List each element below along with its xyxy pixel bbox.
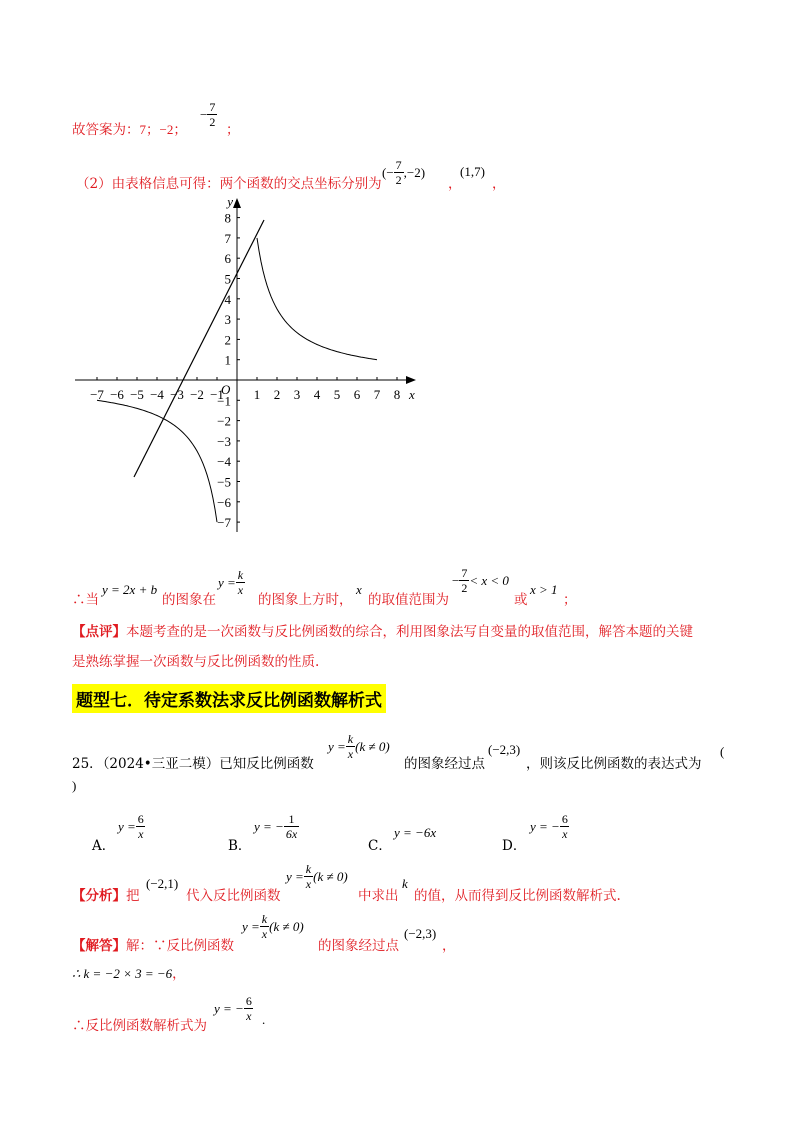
intersection-point-1: (− $\frac{7}{2}$ ,−2) (382, 158, 426, 187)
linear-formula: y = 2x + b (102, 582, 158, 597)
option-c-formula: y = −6x (394, 825, 437, 840)
answer-paren-open: ( (720, 744, 725, 759)
x-axis-arrow-icon (406, 376, 416, 384)
range-2: x > 1 (530, 582, 558, 597)
question-25-line: 25．（2024•三亚二模）已知反比例函数 (72, 756, 314, 772)
x-tick-label: −2 (190, 387, 204, 402)
intersection-line: （2）由表格信息可得：两个函数的交点坐标分别为 (76, 176, 382, 192)
x-tick-label: 1 (253, 387, 261, 402)
x-tick-label: −7 (90, 387, 104, 402)
result-line: ∴反比例函数解析式为 (72, 1018, 207, 1034)
option-d-formula: y = − $\frac{6}{x}$ (530, 812, 568, 841)
x-tick-label: −6 (110, 387, 124, 402)
x-tick-label: −3 (170, 387, 184, 402)
point: (−2,3) (404, 926, 437, 941)
range-1: − $\frac{7}{2}$ < x < 0 (452, 566, 509, 595)
inverse-formula: y = $\frac{k}{x}$ (k ≠ 0) (242, 912, 304, 941)
conclusion-text: 的取值范围为 (368, 592, 449, 608)
calculation-line: ∴ k = −2 × 3 = −6， (72, 966, 186, 982)
intersection-point-2: (1,7) (460, 164, 485, 179)
option-c-label: C． (368, 838, 392, 854)
option-b-formula: y = − $\frac{1}{6x}$ (254, 812, 298, 841)
option-d-label: D． (502, 838, 527, 854)
comma: ， (448, 176, 462, 192)
hyperbola-branch-left (97, 400, 217, 522)
y-tick-label: −2 (217, 413, 231, 429)
conclusion-text: 的图象上方时， (258, 592, 353, 608)
separator: ； (226, 122, 240, 138)
x-tick-label: 4 (313, 387, 321, 402)
x-tick-label: 5 (333, 387, 341, 402)
separator: ， (442, 938, 456, 954)
analysis-text: 的值，从而得到反比例函数解析式. (414, 888, 621, 904)
y-tick-label: 7 (224, 230, 231, 246)
linear-function-line (134, 220, 264, 477)
answer-paren-close: ) (72, 778, 77, 793)
y-tick-label: 5 (224, 271, 231, 287)
x-tick-label: 2 (273, 387, 281, 402)
y-tick-label: 6 (224, 251, 231, 267)
point: (−2,1) (146, 876, 179, 891)
fraction-neg-7-2: − $\frac{7}{2}$ (200, 100, 216, 129)
hyperbola-branch-right (257, 238, 377, 360)
x-axis-label: x (409, 387, 415, 402)
answer-line-1: 故答案为：7；−2； (72, 122, 187, 138)
inverse-formula: y = $\frac{k}{x}$ (218, 568, 244, 597)
variable-x: x (356, 582, 362, 597)
x-tick-label: −4 (150, 387, 164, 402)
y-tick-label: −5 (217, 474, 231, 490)
y-tick-label: −7 (217, 515, 231, 531)
separator: ； (563, 592, 577, 608)
y-tick-label: −3 (217, 433, 231, 449)
section-title: 题型七．待定系数法求反比例函数解析式 (72, 684, 386, 713)
conclusion-text: 的图象在 (162, 592, 216, 608)
x-tick-label: −1 (210, 387, 224, 402)
solution-line: 【解答】解：∵反比例函数 (72, 938, 234, 954)
comma: ， (492, 176, 506, 192)
solution-text: 的图象经过点 (318, 938, 399, 954)
comment-line-2: 是熟练掌握一次函数与反比例函数的性质. (72, 654, 320, 670)
point: (−2,3) (488, 742, 521, 757)
y-tick-label: 3 (224, 312, 231, 328)
inverse-formula: y = $\frac{k}{x}$ (k ≠ 0) (328, 732, 390, 761)
x-tick-label: 6 (353, 387, 361, 402)
y-tick-label: −6 (217, 494, 231, 510)
y-tick-label: −1 (217, 393, 231, 409)
analysis-line: 【分析】把 (72, 888, 140, 904)
x-tick-label: 3 (293, 387, 301, 402)
variable-k: k (402, 876, 408, 891)
y-axis-label: y (227, 194, 233, 209)
y-tick-label: 8 (224, 210, 231, 226)
origin-label: O (221, 382, 231, 397)
comment-line-1: 【点评】本题考查的是一次函数与反比例函数的综合，利用图象法写自变量的取值范围，解答本题的关键 (72, 624, 693, 640)
x-tick-label: 8 (393, 387, 401, 402)
inverse-formula: y = $\frac{k}{x}$ (k ≠ 0) (286, 862, 348, 891)
period: . (262, 1012, 266, 1027)
option-b-label: B． (228, 838, 252, 854)
y-tick-label: 4 (224, 291, 231, 307)
question-text: ，则该反比例函数的表达式为 (526, 756, 702, 772)
option-a-formula: y = $\frac{6}{x}$ (118, 812, 144, 841)
conclusion-prefix: ∴当 (72, 592, 99, 608)
y-tick-label: 1 (224, 352, 231, 368)
question-text: 的图象经过点 (404, 756, 485, 772)
option-a-label: A． (92, 838, 116, 854)
x-tick-label: 7 (373, 387, 381, 402)
analysis-text: 代入反比例函数 (186, 888, 281, 904)
or-word: 或 (514, 592, 528, 608)
y-tick-label: −4 (217, 454, 231, 470)
result-formula: y = − $\frac{6}{x}$ (214, 994, 252, 1023)
x-tick-label: −5 (130, 387, 144, 402)
y-tick-label: 2 (224, 332, 231, 348)
function-graph (60, 192, 430, 537)
y-axis-arrow-icon (233, 198, 241, 208)
analysis-text: 中求出 (358, 888, 399, 904)
